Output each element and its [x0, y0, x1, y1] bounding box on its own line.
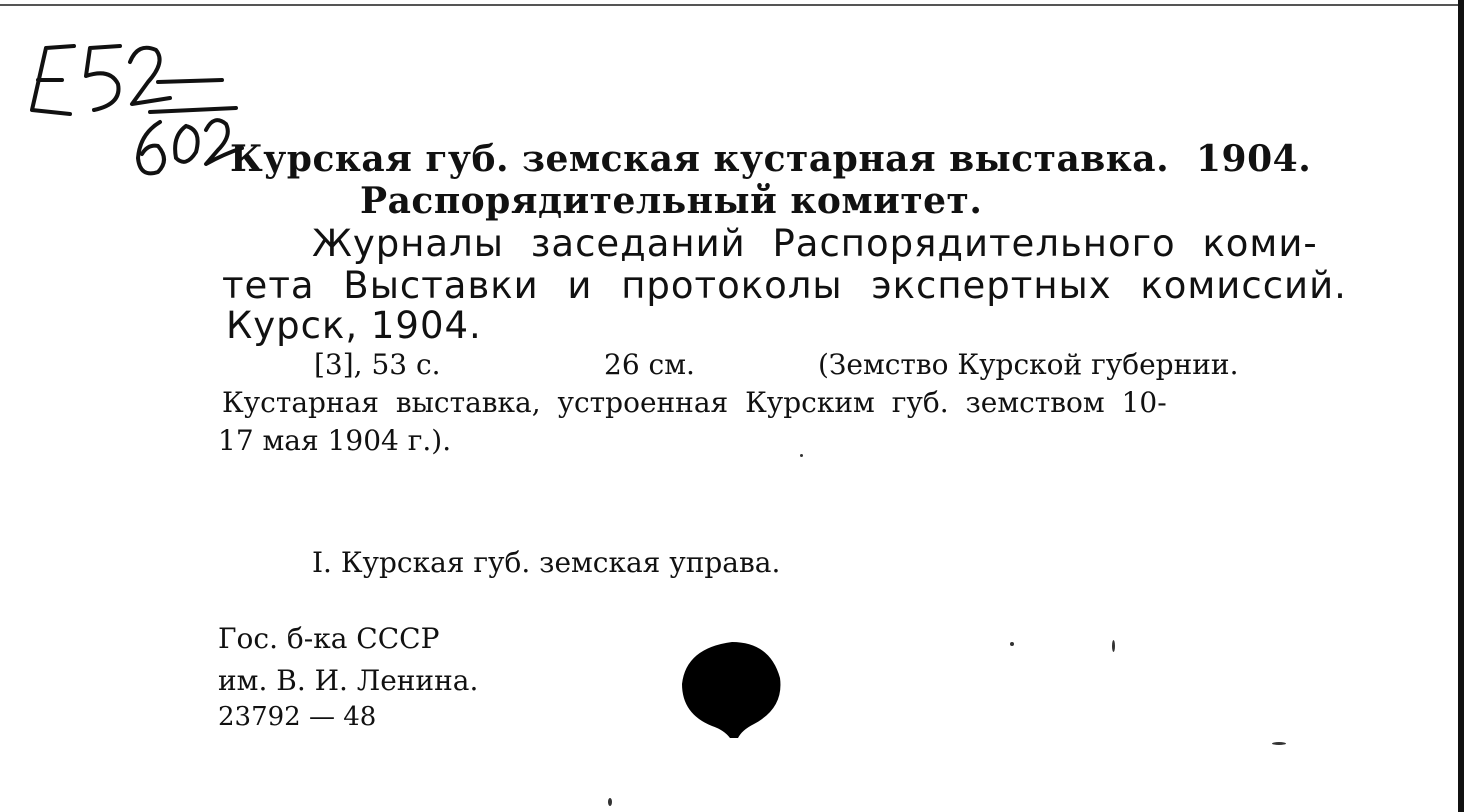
tracing: I. Курская губ. земская управа. [312, 546, 781, 579]
title-line-2: тета Выставки и протоколы экспертных комиссий. [222, 264, 1347, 307]
scan-speck [1010, 642, 1014, 646]
scan-speck [608, 798, 612, 806]
desc-pages: [3], 53 с. [314, 348, 441, 381]
card-right-edge [1458, 0, 1464, 812]
scan-speck [1112, 640, 1115, 652]
desc-line-2: Кустарная выставка, устроенная Курским губ. земством 10- [222, 386, 1167, 419]
scan-speck [800, 454, 803, 457]
punch-hole [680, 638, 784, 738]
desc-line-3: 17 мая 1904 г.). [218, 424, 452, 457]
library-number: 23792 — 48 [218, 702, 377, 732]
card-top-edge [0, 4, 1464, 6]
desc-size: 26 см. [604, 348, 695, 381]
library-name-2: им. В. И. Ленина. [218, 664, 479, 697]
title-line-1: Журналы заседаний Распорядительного коми- [312, 222, 1318, 265]
title-line-3: Курск, 1904. [226, 304, 482, 347]
scan-speck [1272, 742, 1286, 745]
heading-author: Курская губ. земская кустарная выставка. [230, 138, 1170, 180]
heading-year: 1904. [1196, 138, 1312, 180]
handwritten-shelfmark [10, 18, 250, 188]
desc-series: (Земство Курской губернии. [818, 348, 1239, 381]
heading-subdivision: Распорядительный комитет. [360, 180, 983, 222]
library-name: Гос. б-ка СССР [218, 622, 440, 655]
